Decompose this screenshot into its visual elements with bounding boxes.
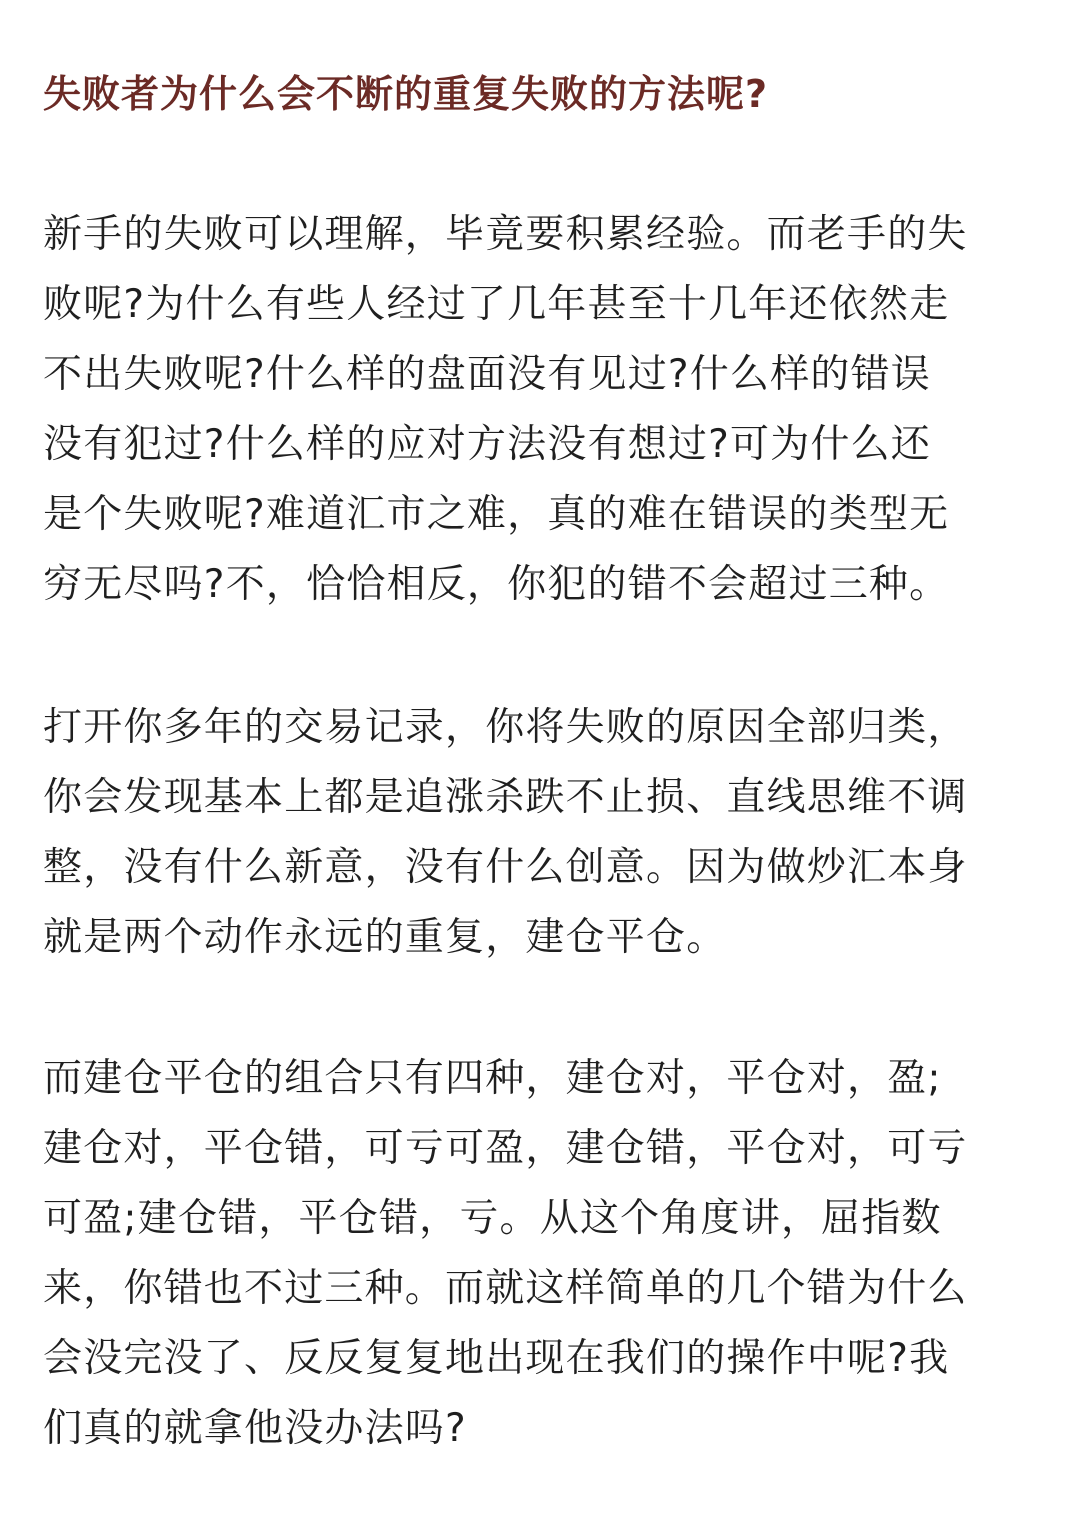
paragraph-line: 没有犯过?什么样的应对方法没有想过?可为什么还 [43,422,931,467]
paragraph-line: 来，你错也不过三种。而就这样简单的几个错为什么 [43,1266,968,1311]
paragraph-line: 穷无尽吗?不，恰恰相反，你犯的错不会超过三种。 [43,562,950,607]
paragraph-line: 你会发现基本上都是追涨杀跌不止损、直线思维不调 [43,775,968,820]
paragraph-line: 新手的失败可以理解，毕竟要积累经验。而老手的失 [43,212,968,257]
paragraph-line: 整，没有什么新意，没有什么创意。因为做炒汇本身 [43,845,968,890]
paragraph-line: 不出失败呢?什么样的盘面没有见过?什么样的错误 [43,352,931,397]
article-heading: 失败者为什么会不断的重复失败的方法呢? [43,72,769,116]
paragraph-line: 败呢?为什么有些人经过了几年甚至十几年还依然走 [43,282,950,327]
paragraph-line: 打开你多年的交易记录，你将失败的原因全部归类， [43,705,968,750]
paragraph-line: 们真的就拿他没办法吗? [43,1406,467,1451]
paragraph-1 [43,200,1043,620]
paragraph-line: 会没完没了、反反复复地出现在我们的操作中呢?我 [43,1336,950,1381]
paragraph-line: 建仓对，平仓错，可亏可盈，建仓错，平仓对，可亏 [43,1126,968,1171]
paragraph-line: 而建仓平仓的组合只有四种，建仓对，平仓对，盈; [43,1056,942,1101]
paragraph-line: 就是两个动作永远的重复，建仓平仓。 [43,915,727,960]
paragraph-3 [43,1044,1043,1464]
paragraph-line: 是个失败呢?难道汇市之难，真的难在错误的类型无 [43,492,950,537]
paragraph-line: 可盈;建仓错，平仓错，亏。从这个角度讲，屈指数 [43,1196,942,1241]
paragraph-2 [43,693,1043,973]
